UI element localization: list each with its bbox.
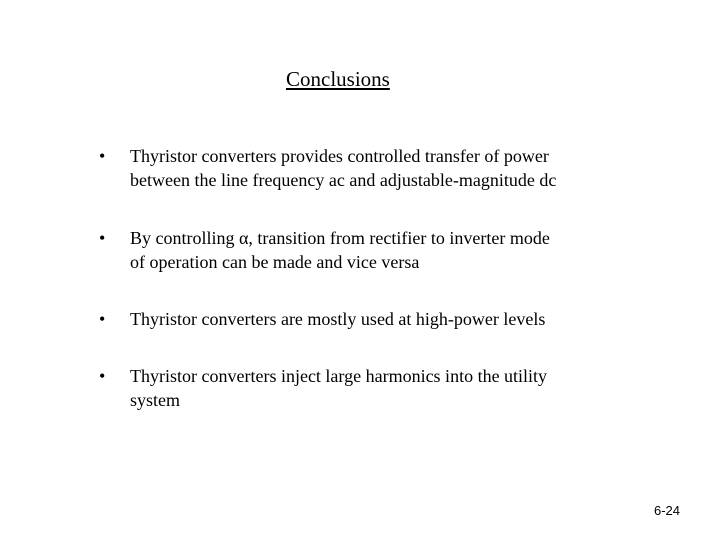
bullet-marker: • bbox=[99, 309, 106, 329]
bullet-item-3 bbox=[99, 307, 619, 331]
bullet-text: Thyristor converters inject large harmonics into the utility system bbox=[130, 366, 548, 410]
bullet-marker: • bbox=[99, 228, 106, 248]
bullet-text: By controlling α, transition from rectifier to inverter mode of operation can be made and vice versa bbox=[130, 228, 550, 272]
bullet-text: Thyristor converters provides controlled transfer of power between the line frequency ac and adjustable-magnitude dc bbox=[130, 146, 557, 190]
bullet-item-4 bbox=[99, 364, 619, 412]
bullet-marker: • bbox=[99, 146, 106, 166]
bullet-item-1 bbox=[99, 144, 619, 192]
page-number: 6-24 bbox=[654, 503, 681, 518]
bullet-text: Thyristor converters are mostly used at high-power levels bbox=[130, 309, 546, 329]
bullet-marker: • bbox=[99, 366, 106, 386]
slide-title: Conclusions bbox=[286, 67, 390, 91]
bullet-item-2 bbox=[99, 226, 619, 274]
